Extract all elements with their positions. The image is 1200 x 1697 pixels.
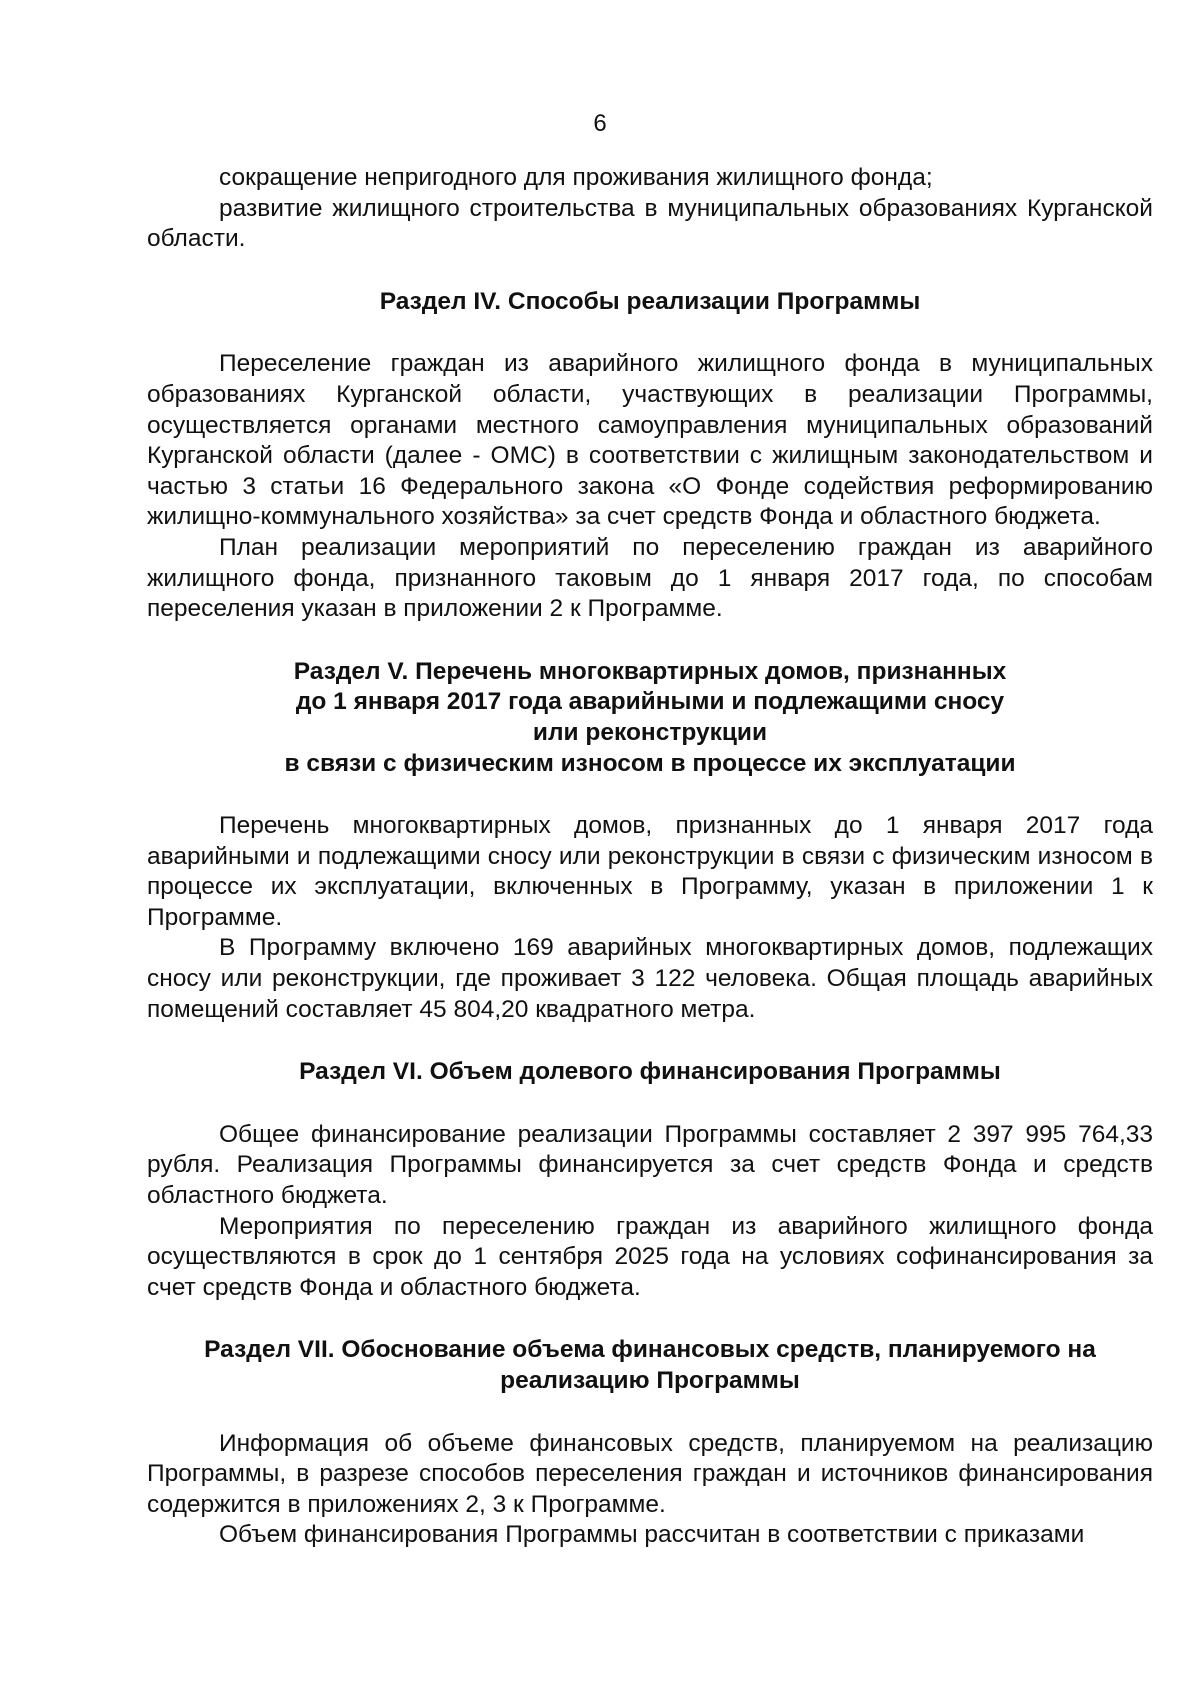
- document-body: [147, 163, 1153, 1551]
- section-heading: [147, 657, 1153, 779]
- heading-line: до 1 января 2017 года аварийными и подлежащими сносу: [295, 688, 1005, 716]
- page-number: 6: [593, 110, 607, 137]
- heading-line: Раздел VII. Обоснование объема финансовых средств, планируемого на: [204, 1336, 1096, 1364]
- section-paragraph: Переселение граждан из аварийного жилищного фонда в муниципальных образованиях Курганской области, участвующих в реализации Программы, осуществляется органами местного самоуправления муниципальных образований Курганской области (далее - ОМС) в соответствии с жилищным законодательством и частью 3 статьи 16 Федерального закона «О Фонде содействия реформированию жилищно-коммунального хозяйства» за счет средств Фонда и областного бюджета.: [147, 350, 1153, 531]
- heading-line: реализацию Программы: [500, 1367, 800, 1394]
- section-paragraph: Мероприятия по переселению граждан из аварийного жилищного фонда осуществляются в срок до 1 сентября 2025 года на условиях софинансирования за счет средств Фонда и областного бюджета.: [147, 1212, 1153, 1301]
- section-paragraph: В Программу включено 169 аварийных многоквартирных домов, подлежащих сносу или реконструкции, где проживает 3 122 человека. Общая площадь аварийных помещений составляет 45 804,20 квадратного метра.: [147, 934, 1153, 1023]
- section-heading: [147, 287, 1153, 318]
- intro-paragraph: развитие жилищного строительства в муниципальных образованиях Курганской области.: [147, 194, 1153, 253]
- section-vi: [147, 1057, 1153, 1303]
- section-paragraph: Информация об объеме финансовых средств, планируемом на реализацию Программы, в разрезе способов переселения граждан и источников финансирования содержится в приложениях 2, 3 к Программе.: [147, 1429, 1153, 1518]
- heading-line: Раздел VI. Объем долевого финансирования Программы: [299, 1058, 1001, 1086]
- section-heading: [147, 1057, 1153, 1088]
- section-v: [147, 657, 1153, 1026]
- heading-line: в связи с физическим износом в процессе их эксплуатации: [284, 749, 1016, 777]
- intro-paragraph: сокращение непригодного для проживания жилищного фонда;: [219, 164, 933, 191]
- heading-line: Раздел IV. Способы реализации Программы: [379, 287, 921, 315]
- section-paragraph: Перечень многоквартирных домов, признанных до 1 января 2017 года аварийными и подлежащими сносу или реконструкции в связи с физическим износом в процессе их эксплуатации, включенных в Программу, указан в приложении 1 к Программе.: [147, 812, 1153, 931]
- section-vii: [147, 1335, 1153, 1551]
- heading-line: Раздел V. Перечень многоквартирных домов, признанных: [293, 657, 1007, 685]
- section-paragraph: Общее финансирование реализации Программы составляет 2 397 995 764,33 рубля. Реализация Программы финансируется за счет средств Фонда и средств областного бюджета.: [147, 1120, 1153, 1210]
- section-paragraph: План реализации мероприятий по переселению граждан из аварийного жилищного фонда, признанного таковым до 1 января 2017 года, по способам переселения указан в приложении 2 к Программе.: [147, 533, 1153, 623]
- section-heading: [147, 1335, 1153, 1396]
- section-paragraph: Объем финансирования Программы рассчитан в соответствии с приказами: [219, 1521, 1085, 1549]
- section-iv: [147, 287, 1153, 625]
- heading-line: или реконструкции: [532, 718, 768, 746]
